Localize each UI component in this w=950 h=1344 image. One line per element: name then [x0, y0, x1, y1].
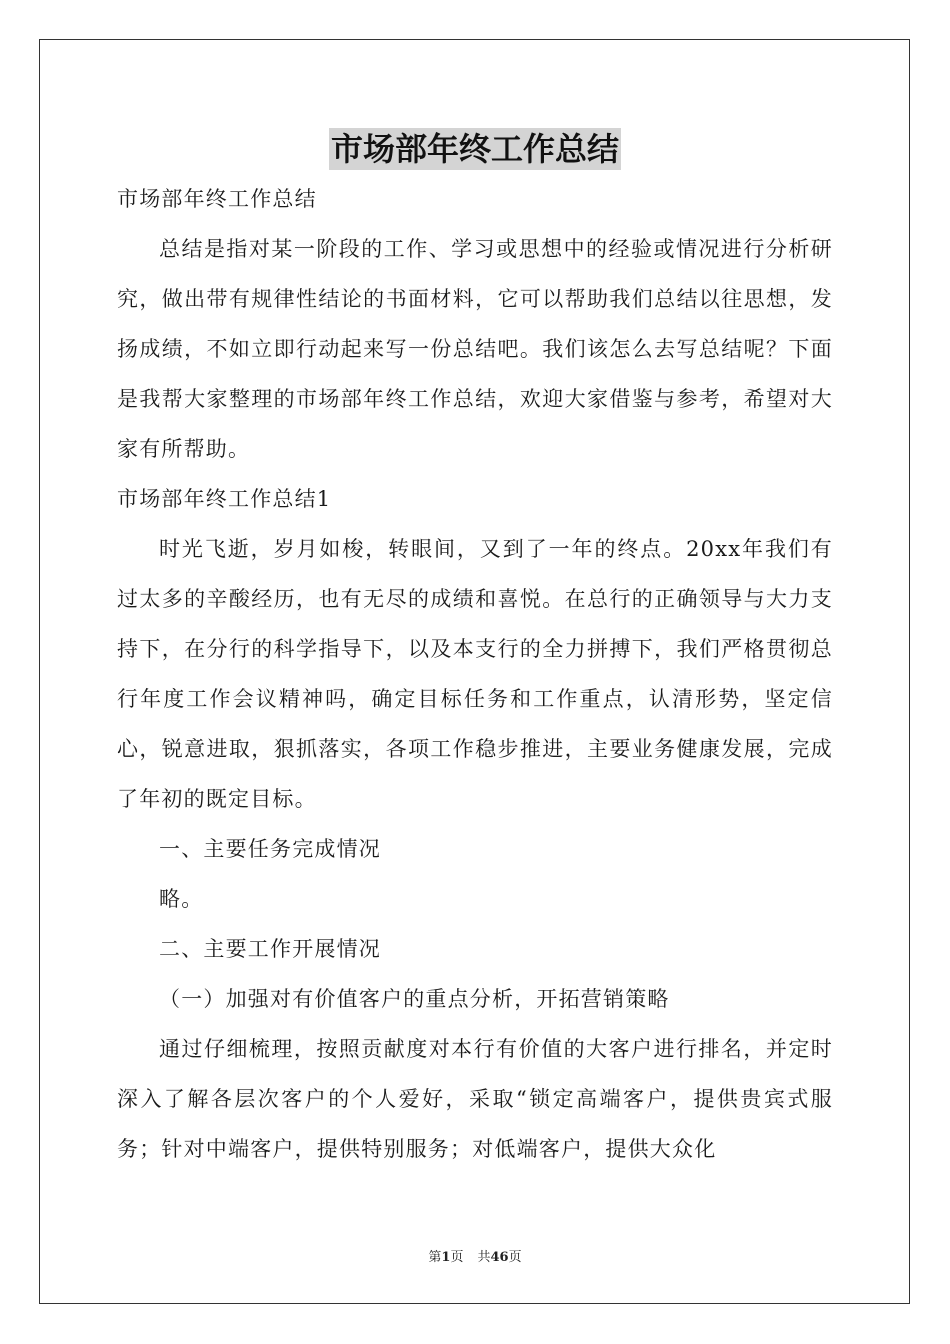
document-body	[117, 174, 833, 1174]
total-prefix: 共	[477, 1250, 491, 1265]
sub-item-paragraph: 通过仔细梳理，按照贡献度对本行有价值的大客户进行排名，并定时深入了解各层次客户的个人爱好，采取“锁定高端客户，提供贵宾式服务；针对中端客户，提供特别服务；对低端客户，提供大众化	[117, 1037, 833, 1161]
total-suffix: 页	[508, 1250, 522, 1265]
intro-paragraph: 总结是指对某一阶段的工作、学习或思想中的经验或情况进行分析研究，做出带有规律性结论的书面材料，它可以帮助我们总结以往思想，发扬成绩，不如立即行动起来写一份总结吧。我们该怎么去写总结呢？下面是我帮大家整理的市场部年终工作总结，欢迎大家借鉴与参考，希望对大家有所帮助。	[117, 237, 833, 461]
total-pages: 46	[490, 1250, 509, 1265]
page-prefix: 第	[428, 1250, 442, 1265]
section-heading: 市场部年终工作总结1	[117, 487, 332, 511]
sub-item-heading: （一）加强对有价值客户的重点分析，开拓营销策略	[159, 987, 670, 1011]
title-wrapper	[0, 128, 950, 170]
list-item-body: 略。	[159, 887, 204, 911]
document-title: 市场部年终工作总结	[330, 130, 619, 168]
page-number: 1	[441, 1250, 451, 1265]
document-subtitle: 市场部年终工作总结	[117, 187, 317, 211]
list-item-heading: 一、主要任务完成情况	[159, 837, 381, 861]
page-footer	[0, 1246, 950, 1265]
list-item-heading: 二、主要工作开展情况	[159, 937, 381, 961]
page-suffix: 页	[450, 1250, 464, 1265]
section-paragraph: 时光飞逝，岁月如梭，转眼间，又到了一年的终点。20xx年我们有过太多的辛酸经历，也有无尽的成绩和喜悦。在总行的正确领导与大力支持下，在分行的科学指导下，以及本支行的全力拼搏下，我们严格贯彻总行年度工作会议精神吗，确定目标任务和工作重点，认清形势，坚定信心，锐意进取，狠抓落实，各项工作稳步推进，主要业务健康发展，完成了年初的既定目标。	[117, 537, 833, 811]
